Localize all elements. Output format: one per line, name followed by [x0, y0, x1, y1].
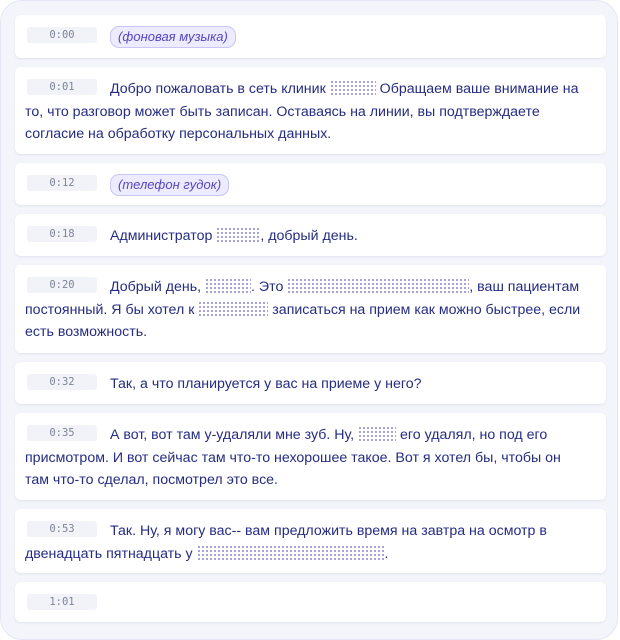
timestamp[interactable]: 0:35: [27, 425, 97, 441]
transcript-segment: [15, 413, 606, 500]
utterance-text: Администратор , добрый день.: [110, 228, 358, 244]
sound-annotation: (фоновая музыка): [110, 26, 236, 48]
timestamp[interactable]: 0:32: [27, 374, 97, 390]
transcript-segment: [15, 214, 606, 256]
sound-annotation: (телефон гудок): [110, 174, 229, 196]
redacted-text: [358, 426, 396, 441]
redacted-text: [287, 278, 469, 293]
utterance-text: А вот, вот там у-удаляли мне зуб. Ну, его удалял, но под его присмотром. И вот сейчас там что-то нехорошее такое. Вот я хотел бы, чтобы он там что-то сделал, посмотрел это все.: [25, 427, 561, 488]
redacted-text: [216, 227, 260, 242]
timestamp[interactable]: 0:01: [27, 79, 97, 95]
utterance-text: Добро пожаловать в сеть клиник Обращаем ваше внимание на то, что разговор может быть записан. Оставаясь на линии, вы подтверждаете согласие на обработку персональных данных.: [25, 81, 579, 142]
redacted-text: [197, 545, 385, 560]
transcript-list: [15, 15, 606, 631]
transcript-segment: [15, 265, 606, 353]
transcript-segment: [15, 362, 606, 404]
utterance-text: [15, 582, 606, 602]
transcript-segment: [15, 67, 606, 154]
utterance-text: Добрый день, . Это , ваш пациентам постоянный. Я бы хотел к записаться на прием как можно быстрее, если есть возможность.: [25, 279, 581, 340]
transcript-segment: [15, 582, 606, 622]
transcript-segment: [15, 15, 606, 58]
transcript-segment: [15, 509, 606, 573]
timestamp[interactable]: 1:01: [27, 594, 97, 610]
utterance-text: Так. Ну, я могу вас-- вам предложить время на завтра на осмотр в двенадцать пятнадцать у .: [25, 523, 547, 562]
timestamp[interactable]: 0:12: [27, 175, 97, 191]
timestamp[interactable]: 0:00: [27, 27, 97, 43]
redacted-text: [198, 301, 268, 316]
redacted-text: [205, 278, 251, 293]
timestamp[interactable]: 0:53: [27, 521, 97, 537]
timestamp[interactable]: 0:20: [27, 277, 97, 293]
utterance-text: Так, а что планируется у вас на приеме у него?: [110, 376, 422, 392]
timestamp[interactable]: 0:18: [27, 226, 97, 242]
transcript-segment: [15, 163, 606, 205]
redacted-text: [330, 80, 376, 95]
